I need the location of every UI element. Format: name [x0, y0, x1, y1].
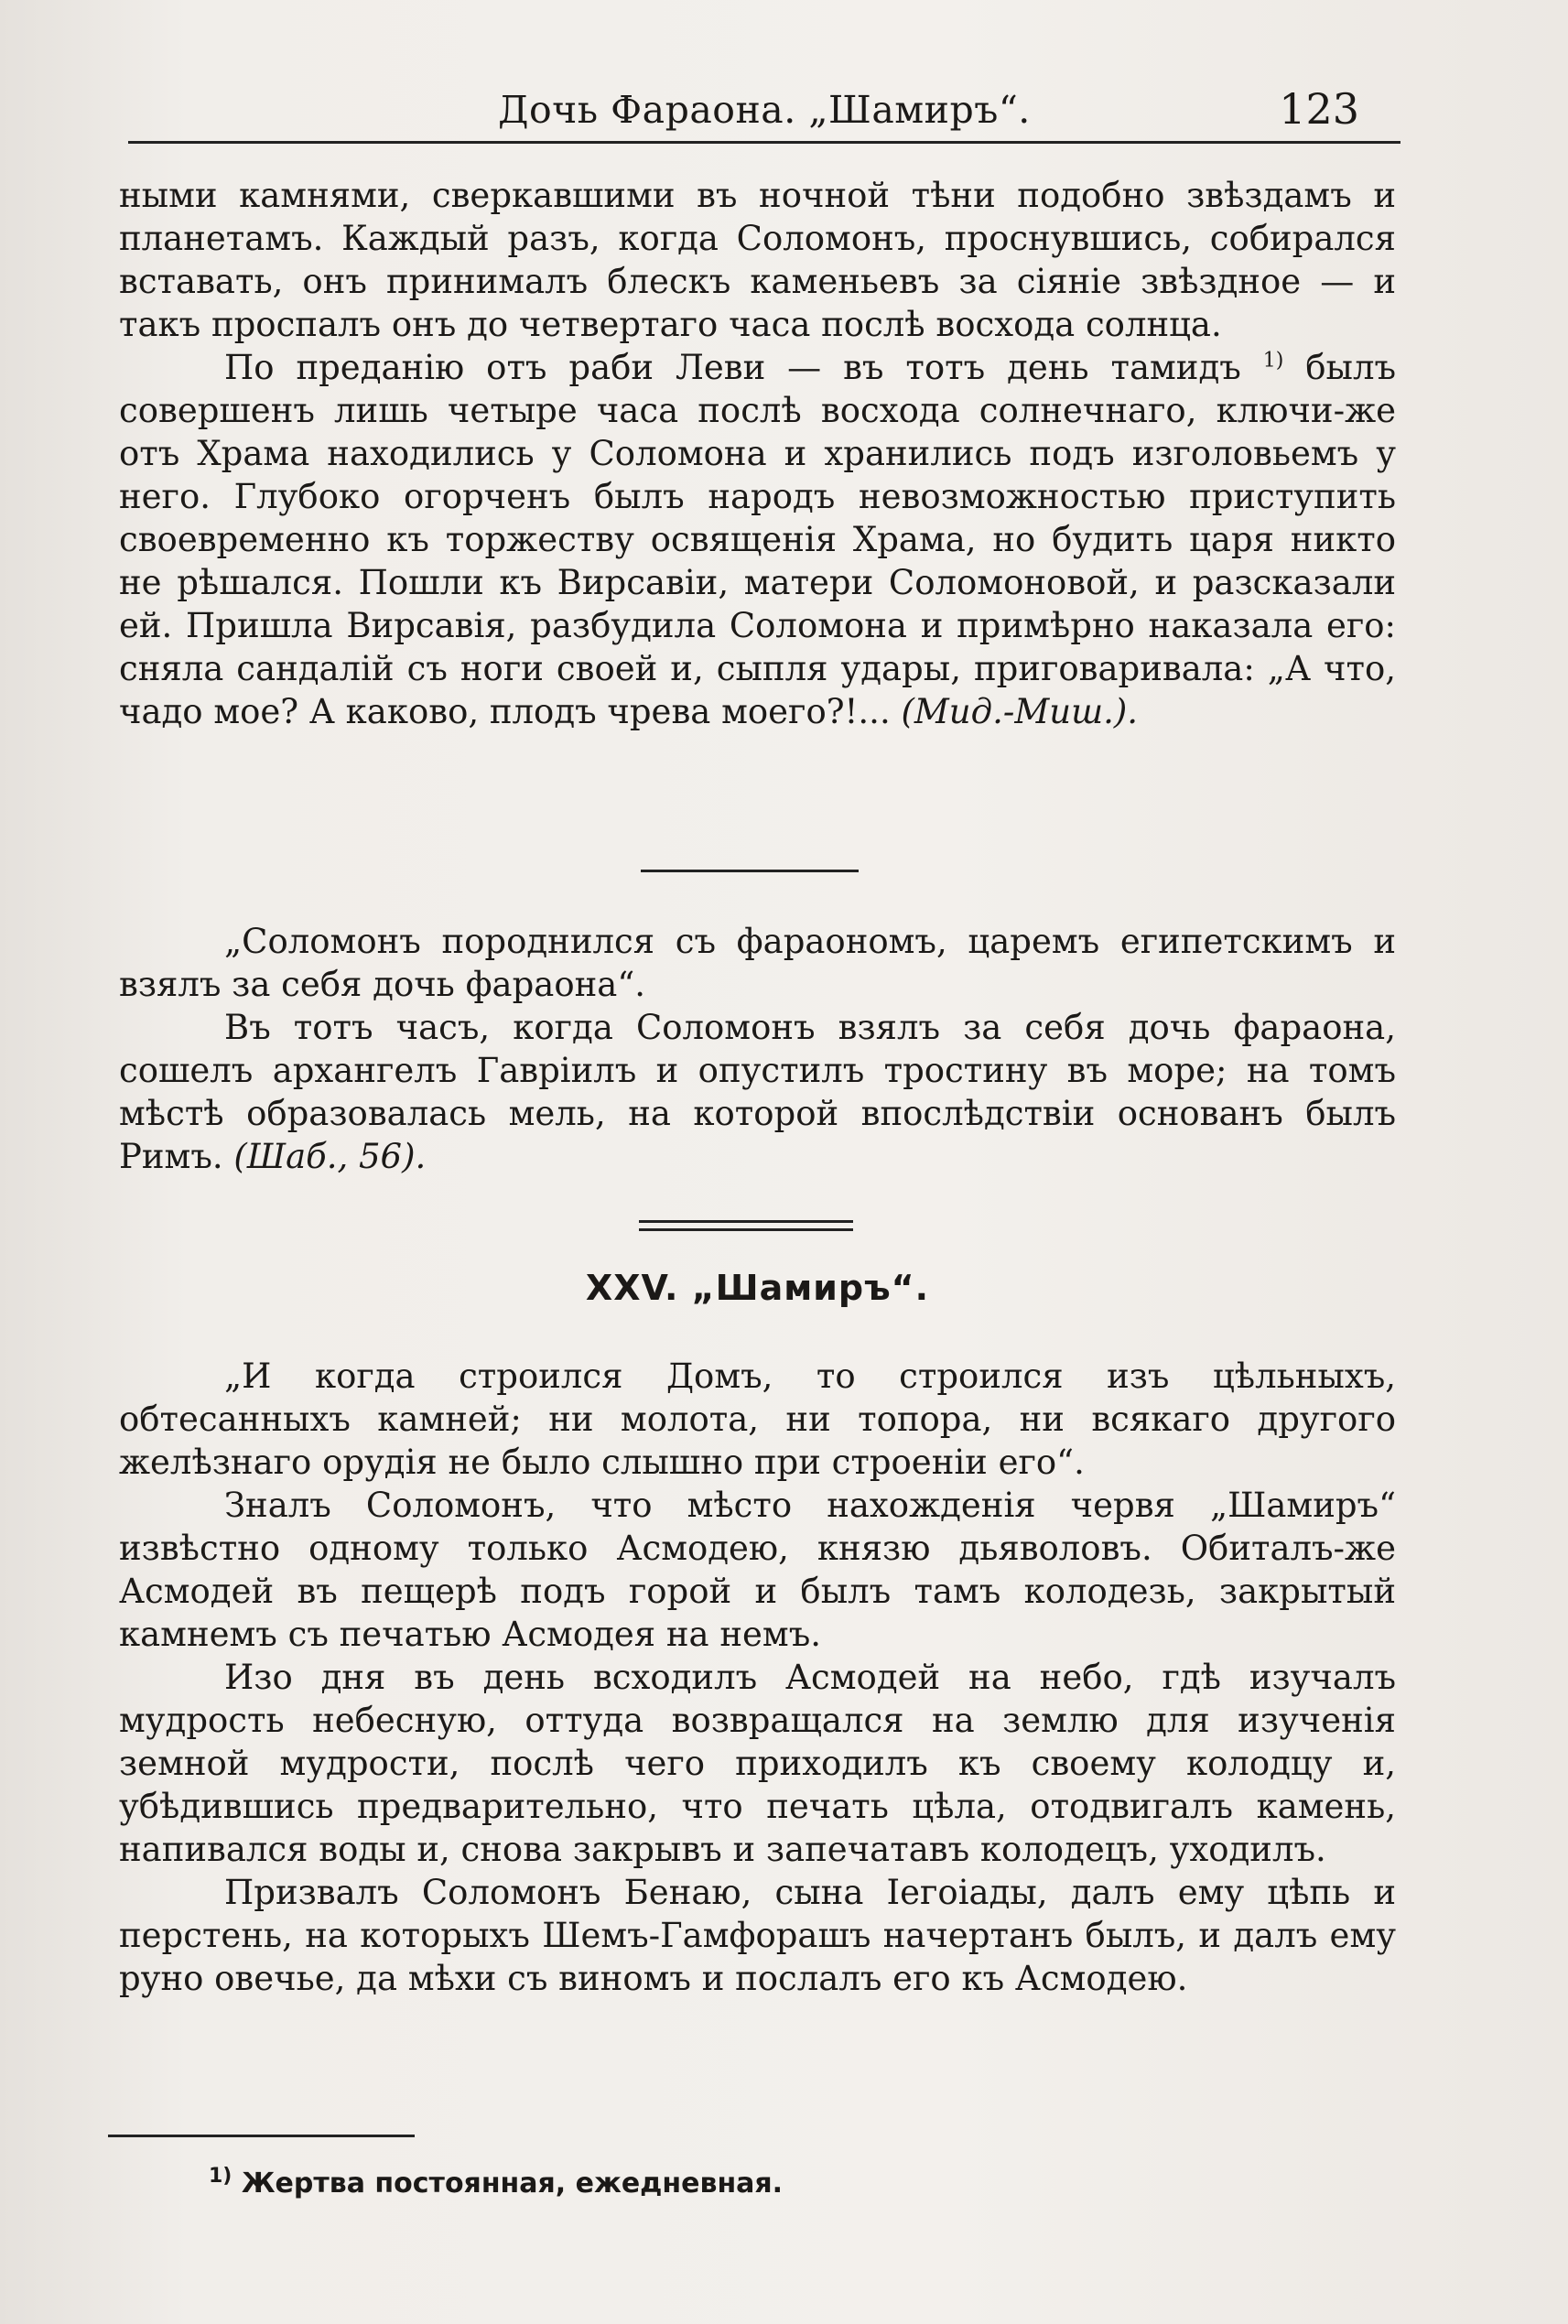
citation: (Мид.-Миш.).: [901, 692, 1139, 731]
paragraph: Изо дня въ день всходилъ Асмодей на небо, гдѣ изучалъ мудрость небесную, оттуда возвращался на землю для изученія земной мудрости, послѣ чего приходилъ къ своему колодцу и, убѣдившись предварительно, что печать цѣла, отодвигалъ камень, напивался воды и, снова закрывъ и запечатавъ колодецъ, уходилъ.: [119, 1658, 1396, 1869]
paragraph-text: Въ тотъ часъ, когда Соломонъ взялъ за себя дочь фараона, сошелъ архангелъ Гавріилъ и опустилъ тростину въ море; на томъ мѣстѣ образовалась мель, на которой впослѣдствіи основанъ былъ Римъ.: [119, 1008, 1396, 1176]
paragraph: „И когда строился Домъ, то строился изъ цѣльныхъ, обтесанныхъ камней; ни молота, ни топора, ни всякаго другого желѣзнаго орудія не было слышно при строеніи его“.: [119, 1357, 1396, 1482]
footnote-rule: [108, 2135, 415, 2137]
page-number: 123: [1279, 84, 1359, 134]
chapter-heading: XXV. „Шамиръ“.: [585, 1268, 930, 1308]
section-3-text: [119, 1355, 1396, 2000]
paragraph: ными камнями, сверкавшими въ ночной тѣни подобно звѣздамъ и планетамъ. Каждый разъ, когда Соломонъ, проснувшись, собирался вставать, онъ принималъ блескъ каменьевъ за сіяніе звѣздное — и такъ проспалъ онъ до четвертаго часа послѣ восхода солнца.: [119, 176, 1396, 344]
paragraph: Зналъ Соломонъ, что мѣсто нахожденія червя „Шамиръ“ извѣстно одному только Асмодею, князю дьяволовъ. Обиталъ-же Асмодей въ пещерѣ подъ горой и былъ тамъ колодезь, закрытый камнемъ съ печатью Асмодея на немъ.: [119, 1486, 1396, 1654]
citation: (Шаб., 56).: [233, 1137, 427, 1176]
section-1-text: [119, 174, 1396, 733]
section-2-text: [119, 920, 1396, 1178]
footnote-text: Жертва постоянная, ежедневная.: [241, 2167, 784, 2200]
section-separator: [641, 870, 859, 872]
paragraph: „Соломонъ породнился съ фараономъ, царемъ египетскимъ и взялъ за себя дочь фараона“.: [119, 922, 1396, 1004]
running-head: [128, 82, 1400, 146]
paragraph: [119, 346, 1396, 733]
footnote-reference: 1): [1262, 349, 1284, 373]
paragraph-text: По преданію отъ раби Леви — въ тотъ день тамидъ: [224, 348, 1241, 387]
paragraph: [119, 1006, 1396, 1178]
running-title: Дочь Фараона. „Шамиръ“.: [498, 88, 1031, 132]
header-rule: [128, 141, 1400, 144]
paragraph-text: былъ совершенъ лишь четыре часа послѣ восхода солнечнаго, ключи-же отъ Храма находились у Соломона и хранились подъ изголовьемъ у него. Глубоко огорченъ былъ народъ невозможностью приступить своевременно къ торжеству освященія Храма, но будить царя никто не рѣшался. Пошли къ Вирсавіи, матери Соломоновой, и разсказали ей. Пришла Вирсавія, разбудила Соломона и примѣрно наказала его: сняла сандалій съ ноги своей и, сыпля удары, приговаривала: „А что, чадо мое? А каково, плодъ чрева моего?!...: [119, 348, 1397, 731]
double-separator: [639, 1220, 853, 1231]
footnote: [209, 2167, 783, 2200]
paragraph: Призвалъ Соломонъ Бенаю, сына Іегоіады, далъ ему цѣпь и перстень, на которыхъ Шемъ-Гамфорашъ начертанъ былъ, и далъ ему руно овечье, да мѣхи съ виномъ и послалъ его къ Асмодею.: [119, 1873, 1396, 1998]
footnote-marker: 1): [209, 2165, 232, 2188]
